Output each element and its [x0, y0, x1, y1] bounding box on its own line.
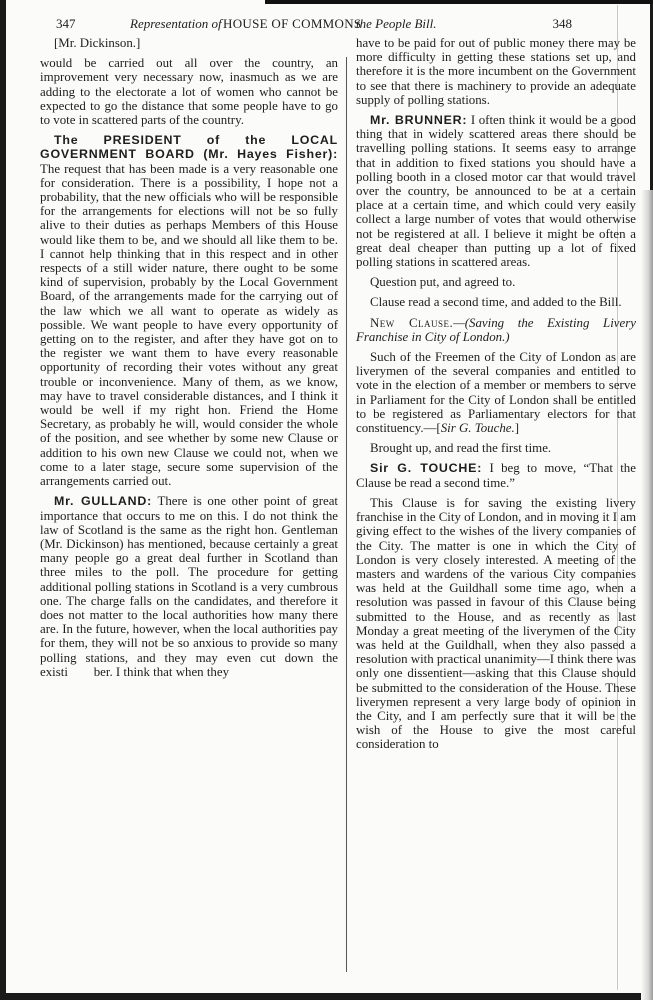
speech-text: I often think it would be a good thing that in widely scattered areas there should be travelling polling stations. It seems easy to arrange that in addition to fixed stations you should have a polling booth in a closed motor car that would travel over the country, be announced to be at a certain place at a certain time, and which could very easily collect a large number of votes that would otherwise not be registered at all. I believe it might be often a great deal cheaper than putting up a lot of fixed polling stations in scattered areas.	[356, 113, 636, 270]
running-title-right: the People Bill.	[356, 16, 437, 31]
speaker-name: Mr. BRUNNER:	[370, 113, 468, 128]
procedural-note: Question put, and agreed to.	[370, 275, 516, 290]
paragraph: have to be paid for out of public money there may be more difficulty in getting these stations set up, and therefore it is the more incumbent on the Government to see that there is machinery to provide an adequate supply of polling stations.	[356, 36, 636, 107]
scan-edge-right	[641, 190, 653, 1000]
new-clause-title: —(Saving the Existing Livery Franchise in City of London.)	[356, 315, 636, 344]
speech-paragraph	[356, 113, 636, 269]
paragraph: This Clause is for saving the existing livery franchise in the City of London, and in moving it I am giving effect to the wishes of the livery companies of the City. The matter is one in which the City of London is very closely interested. A meeting of the masters and wardens of the various City companies was held at the Guildhall some time ago, when a resolution was passed in favour of this Clause being submitted to the House, and as recently as last Monday a great meeting of the liverymen of the City was held at the Guildhall, when they also passed a resolution with practical unanimity—I think there was only one dissentient—asking that this Clause should be submitted to the consideration of the House. These liverymen represent a very large body of opinion in the City, and I am perfectly sure that it will be the wish of the House to give the most careful consideration to	[356, 495, 636, 752]
clause-text	[356, 350, 636, 435]
running-header	[56, 16, 572, 34]
right-column	[356, 36, 636, 758]
column-divider	[346, 57, 347, 972]
clause-body: Such of the Freemen of the City of London as are liverymen of the several companies and entitled to vote in the election of a member or members to serve in Parliament for the City of London shall be entitled to be registered as Parliamentary electors for that constituency.—[	[356, 350, 636, 436]
new-clause-label: New Clause.	[370, 315, 454, 330]
speech-paragraph	[356, 461, 636, 489]
speaker-attribution: [Mr. Dickinson.]	[54, 36, 141, 50]
scan-edge-top	[265, 0, 653, 4]
speech-paragraph	[40, 133, 338, 488]
page-number-left: 347	[56, 16, 76, 31]
new-clause-heading	[356, 316, 636, 344]
speaker-name: The PRESIDENT of the LOCAL GOVERNMENT BOARD (Mr. Hayes Fisher):	[40, 133, 338, 162]
speech-paragraph	[40, 494, 338, 679]
clause-close: ]	[514, 421, 520, 436]
speech-text: There is one other point of great importance that occurs to me on this. I do not think the law of Scotland is the same as the right hon. Gentleman (Mr. Dickinson) has mentioned, because certainly a great many people go a great deal further in Scotland than three miles to the poll. The procedure for getting additional polling stations in Scotland is a very cumbrous one. The charge falls on the candidates, and therefore it does not matter to the local authorities how many there are. In the future, however, when the local authorities pay for them, they will not be so anxious to provide so many polling stations, and they may even cut down the existi ber. I think that when they	[40, 494, 339, 679]
page-number-right: 348	[552, 16, 572, 31]
left-column	[40, 36, 338, 685]
speaker-name: Mr. GULLAND:	[54, 494, 153, 509]
procedural-note: Brought up, and read the first time.	[370, 441, 552, 456]
running-title-house: HOUSE OF COMMONS	[223, 16, 362, 31]
speech-text: I beg to move, “That the Clause be read a second time.”	[356, 461, 636, 490]
paragraph: would be carried out all over the country, an improvement very necessary now, inasmuch as we are adding to the electorate a lot of women who cannot be expected to go the distance that some people have to go to vote in scattered parts of the country.	[40, 56, 338, 128]
speech-text: The request that has been made is a very reasonable one for consideration. There is a possibility, I hope not a probability, that the new officials who will be responsible for the arrangements for elections will not be so fully alive to their duties as perhaps Members of this House would like them to be, and we should all like them to be. I cannot help thinking that in this respect and in other respects of a still wider nature, there ought to be some kind of supervision, probably by the Local Government Board, of the arrangements made for the carrying out of the law which we all want to operate as widely as possible. We want people to have every opportunity of getting on to the register, and after they have got on to the register we want them to have every reasonable opportunity of recording their votes without any great trouble or inconvenience. Many of them, as we know, may have to travel considerable distances, and I think it would be well if my right hon. Friend the Home Secretary, as probably he will, would consider the whole of the position, and see whether by some new Clause or addition to his own new Clause we could not, when we come to a later stage, secure some supervision of the arrangements carried out.	[40, 161, 338, 489]
procedural-note: Clause read a second time, and added to the Bill.	[370, 295, 622, 310]
speaker-name: Sir G. TOUCHE:	[370, 461, 483, 476]
running-title-left: Representation of	[130, 16, 222, 31]
clause-attribution: Sir G. Touche.	[440, 421, 515, 436]
